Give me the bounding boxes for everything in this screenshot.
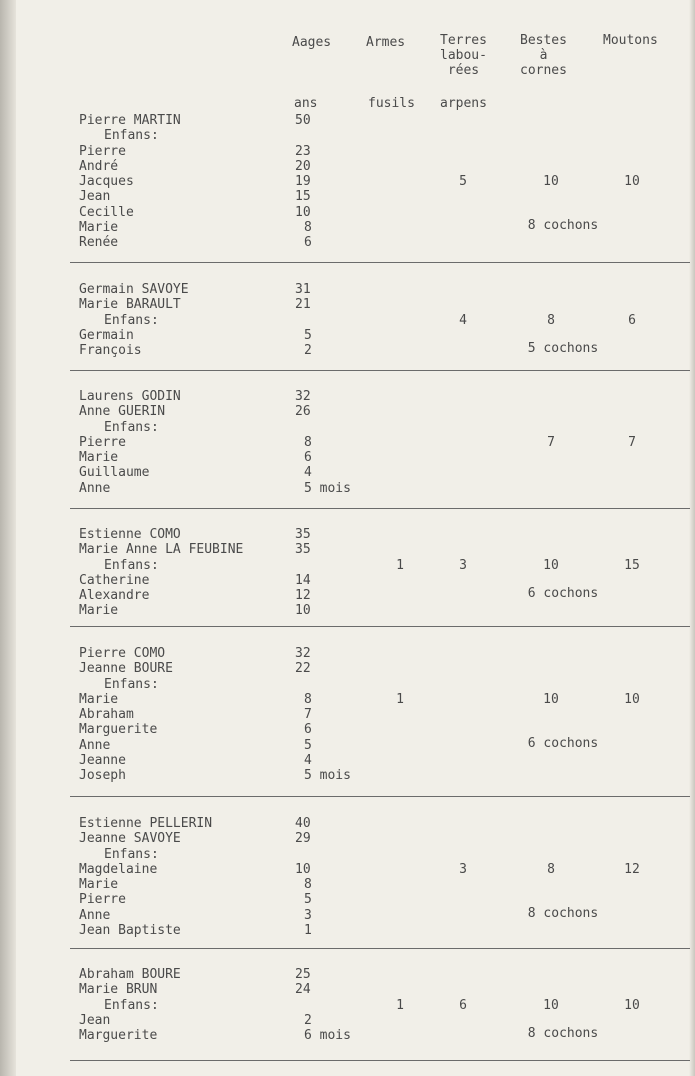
member-age: 5 — [304, 327, 312, 343]
member-name: Enfans: — [104, 312, 159, 328]
member-age: 20 — [295, 158, 311, 174]
member-name: Marguerite — [79, 722, 158, 738]
member-name: Marguerite — [79, 1028, 158, 1043]
livestock-bestes: 10 — [543, 691, 559, 707]
livestock-moutons: 12 — [624, 861, 640, 877]
livestock-terres: 6 — [459, 997, 467, 1013]
member-age: 10 — [295, 204, 311, 220]
member-name: Jean Baptiste — [79, 922, 181, 938]
family-divider — [70, 370, 690, 371]
member-name: Pierre — [79, 892, 126, 908]
family-divider — [70, 948, 690, 949]
header-moutons: Moutons — [603, 33, 658, 48]
member-age: 2 — [304, 343, 312, 358]
member-name: Jeanne SAVOYE — [79, 831, 181, 847]
livestock-terres: 5 — [459, 174, 467, 189]
member-name: Enfans: — [104, 557, 159, 573]
livestock-cochons: 6 cochons — [527, 586, 599, 601]
member-name: Guillaume — [79, 465, 150, 481]
livestock-bestes: 10 — [543, 557, 559, 573]
member-name: Abraham BOURE — [79, 967, 181, 982]
member-age: 35 — [295, 527, 311, 542]
page-binding-shadow — [0, 0, 16, 1076]
member-name: Germain SAVOYE — [79, 282, 189, 297]
member-name: André — [79, 158, 119, 174]
member-age: 15 — [295, 189, 311, 205]
member-age: 5 — [304, 737, 312, 753]
family-divider — [70, 626, 690, 627]
member-age: 6 mois — [304, 1028, 351, 1043]
livestock-armes: 1 — [396, 691, 404, 707]
member-name: Enfans: — [104, 997, 159, 1013]
member-age: 10 — [295, 603, 311, 619]
member-name: Marie BARAULT — [79, 297, 181, 313]
family-divider — [70, 796, 690, 797]
header-bestes: Bestes à cornes — [520, 33, 567, 78]
livestock-terres: 4 — [459, 312, 467, 328]
member-age: 5 mois — [304, 480, 351, 496]
livestock-bestes: 8 — [547, 312, 555, 328]
member-name: Estienne COMO — [79, 527, 181, 542]
member-age: 7 — [304, 707, 312, 722]
member-age: 26 — [295, 404, 311, 420]
member-name: Enfans: — [104, 419, 159, 435]
family-divider — [70, 1060, 690, 1061]
livestock-bestes: 10 — [543, 997, 559, 1013]
member-age: 6 — [304, 235, 312, 250]
member-name: Enfans: — [104, 676, 159, 692]
unit-fusils: fusils — [368, 96, 415, 111]
member-age: 8 — [304, 219, 312, 235]
member-age: 6 — [304, 450, 312, 465]
member-name: Laurens GODIN — [79, 389, 181, 404]
member-name: Marie — [79, 450, 119, 465]
member-age: 21 — [295, 297, 311, 313]
member-name: Enfans: — [104, 846, 159, 862]
member-name: Joseph — [79, 768, 126, 783]
member-name: Pierre MARTIN — [79, 113, 181, 128]
member-name: Marie — [79, 877, 119, 892]
livestock-moutons: 7 — [628, 434, 636, 450]
member-age: 4 — [304, 465, 312, 481]
member-age: 50 — [295, 113, 311, 128]
member-age: 29 — [295, 831, 311, 847]
member-name: Marie — [79, 691, 119, 707]
member-name: Anne — [79, 737, 111, 753]
unit-ans: ans — [294, 96, 318, 111]
family-divider — [70, 508, 690, 509]
member-age: 32 — [295, 389, 311, 404]
member-age: 14 — [295, 572, 311, 588]
member-name: Anne — [79, 480, 111, 496]
livestock-moutons: 15 — [624, 557, 640, 573]
member-name: Marie Anne LA FEUBINE — [79, 542, 244, 558]
livestock-moutons: 10 — [624, 997, 640, 1013]
livestock-bestes: 7 — [547, 434, 555, 450]
member-name: Pierre — [79, 434, 126, 450]
member-age: 35 — [295, 542, 311, 558]
livestock-cochons: 8 cochons — [527, 905, 599, 921]
member-name: Jeanne — [79, 752, 126, 768]
livestock-bestes: 8 — [547, 861, 555, 877]
header-armes: Armes — [366, 35, 406, 50]
member-name: Marie BRUN — [79, 982, 158, 998]
member-name: Magdelaine — [79, 861, 158, 877]
member-name: Abraham — [79, 707, 134, 722]
livestock-moutons: 10 — [624, 174, 640, 189]
member-age: 10 — [295, 861, 311, 877]
header-aages: Aages — [292, 35, 332, 50]
livestock-moutons: 10 — [624, 691, 640, 707]
member-age: 23 — [295, 143, 311, 159]
member-age: 40 — [295, 816, 311, 831]
member-age: 5 mois — [304, 768, 351, 783]
member-name: Enfans: — [104, 128, 159, 144]
livestock-armes: 1 — [396, 557, 404, 573]
member-name: Jean — [79, 1012, 111, 1028]
livestock-cochons: 8 cochons — [527, 1026, 599, 1041]
member-name: Cecille — [79, 204, 134, 220]
member-name: Catherine — [79, 572, 150, 588]
livestock-armes: 1 — [396, 997, 404, 1013]
member-name: Estienne PELLERIN — [79, 816, 213, 831]
member-name: Marie — [79, 219, 119, 235]
member-age: 8 — [304, 434, 312, 450]
member-age: 2 — [304, 1012, 312, 1028]
member-name: Jacques — [79, 174, 134, 189]
member-age: 4 — [304, 752, 312, 768]
livestock-bestes: 10 — [543, 174, 559, 189]
member-age: 32 — [295, 646, 311, 661]
member-name: François — [79, 343, 142, 358]
member-age: 31 — [295, 282, 311, 297]
livestock-terres: 3 — [459, 557, 467, 573]
member-name: Pierre COMO — [79, 646, 166, 661]
member-name: Pierre — [79, 143, 126, 159]
livestock-cochons: 5 cochons — [527, 341, 599, 356]
member-age: 8 — [304, 691, 312, 707]
member-age: 12 — [295, 588, 311, 603]
member-age: 5 — [304, 892, 312, 908]
member-name: Jeanne BOURE — [79, 661, 173, 677]
family-divider — [70, 262, 690, 263]
livestock-cochons: 6 cochons — [527, 735, 599, 751]
page-right-edge — [689, 0, 695, 1076]
member-age: 8 — [304, 877, 312, 892]
member-age: 25 — [295, 967, 311, 982]
livestock-moutons: 6 — [628, 312, 636, 328]
member-name: Marie — [79, 603, 119, 619]
member-age: 22 — [295, 661, 311, 677]
member-age: 1 — [304, 922, 312, 938]
member-name: Jean — [79, 189, 111, 205]
member-name: Renée — [79, 235, 119, 250]
unit-arpens: arpens — [440, 96, 487, 111]
livestock-cochons: 8 cochons — [527, 217, 599, 233]
member-age: 24 — [295, 982, 311, 998]
member-age: 3 — [304, 907, 312, 923]
member-name: Germain — [79, 327, 134, 343]
livestock-terres: 3 — [459, 861, 467, 877]
member-age: 19 — [295, 174, 311, 189]
header-terres: Terres labou- rées — [440, 33, 487, 78]
member-age: 6 — [304, 722, 312, 738]
member-name: Anne — [79, 907, 111, 923]
member-name: Alexandre — [79, 588, 150, 603]
member-name: Anne GUERIN — [79, 404, 166, 420]
